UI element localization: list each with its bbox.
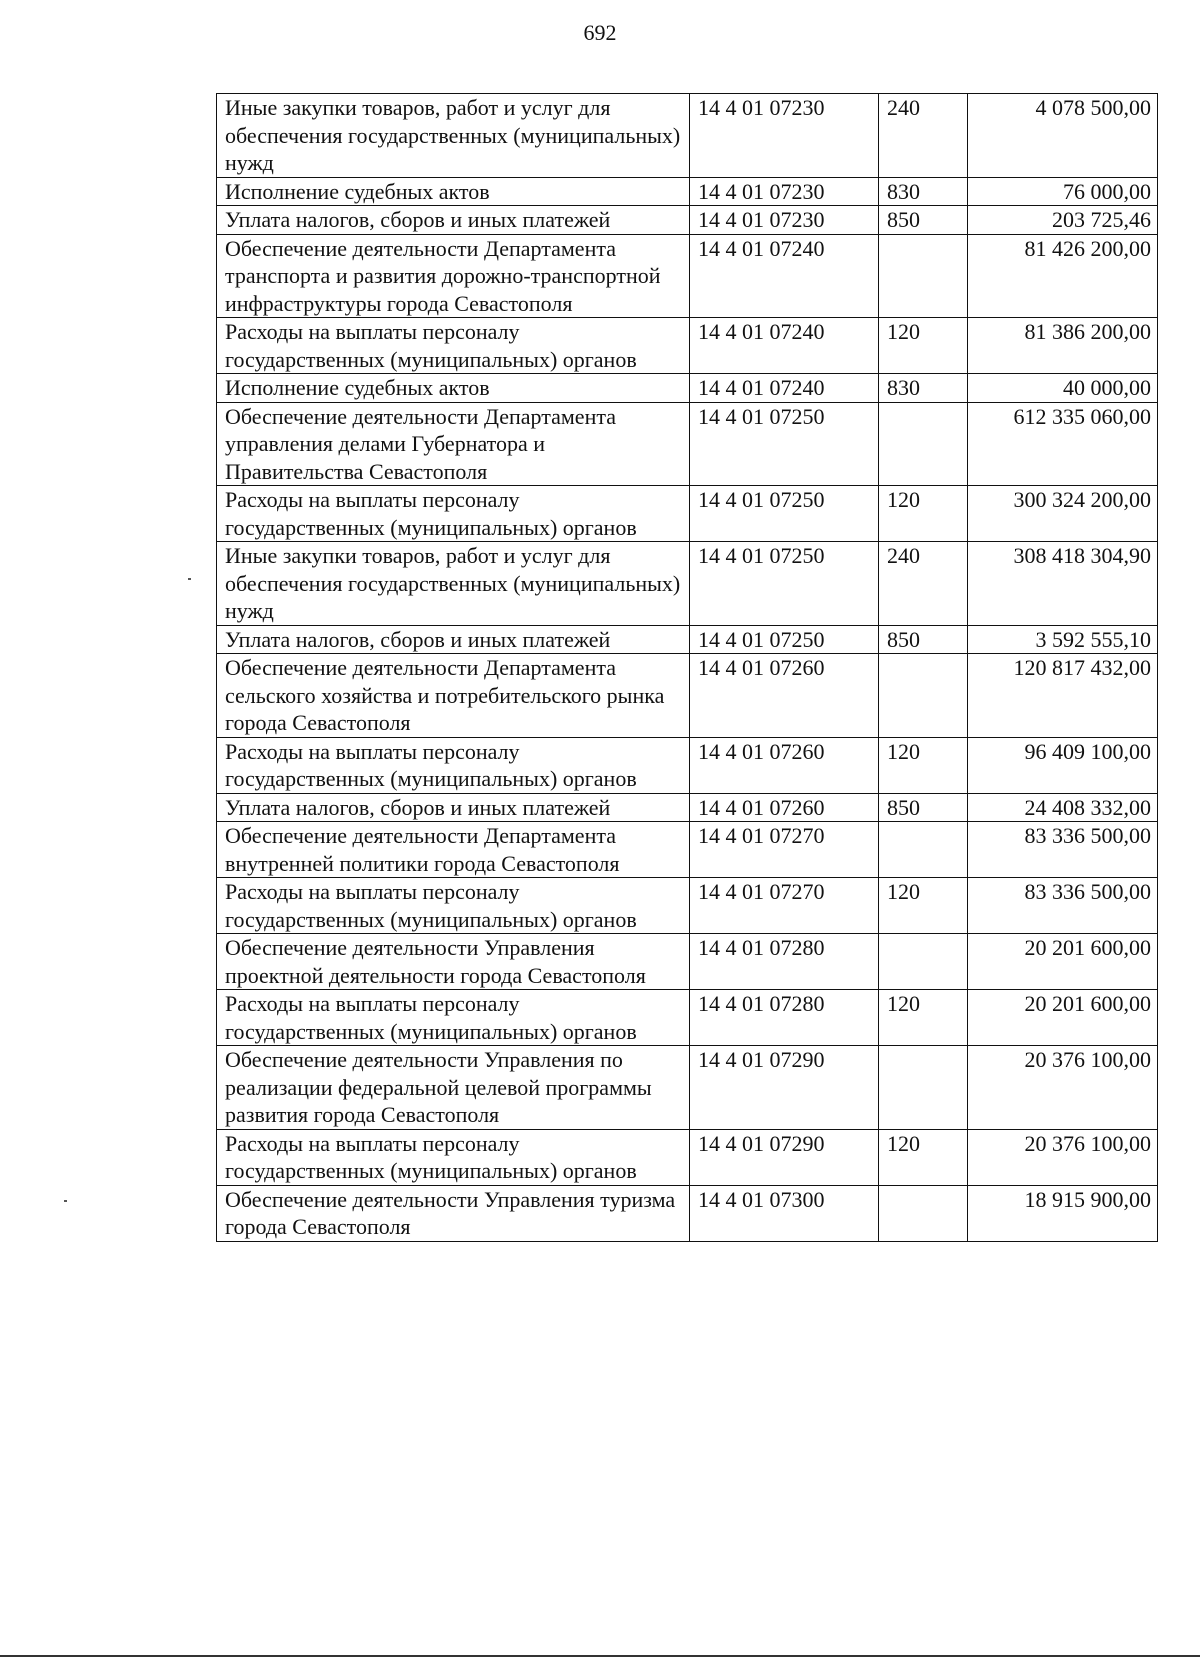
row-sum: 4 078 500,00: [968, 94, 1158, 178]
row-code: 14 4 01 07270: [690, 878, 879, 934]
row-code: 14 4 01 07250: [690, 402, 879, 486]
row-kind: [879, 1046, 968, 1130]
row-kind: [879, 654, 968, 738]
row-kind: 120: [879, 318, 968, 374]
row-sum: 18 915 900,00: [968, 1185, 1158, 1241]
table-row: [217, 94, 1158, 178]
row-sum: 203 725,46: [968, 206, 1158, 235]
table-row: [217, 1046, 1158, 1130]
row-sum: 96 409 100,00: [968, 737, 1158, 793]
row-code: 14 4 01 07280: [690, 990, 879, 1046]
budget-table-body: [217, 94, 1158, 1242]
table-row: [217, 402, 1158, 486]
row-code: 14 4 01 07230: [690, 206, 879, 235]
table-row: [217, 486, 1158, 542]
row-code: 14 4 01 07240: [690, 234, 879, 318]
page-number: 692: [583, 20, 617, 45]
row-sum: 76 000,00: [968, 177, 1158, 206]
table-row: [217, 990, 1158, 1046]
row-kind: 850: [879, 206, 968, 235]
row-sum: 81 426 200,00: [968, 234, 1158, 318]
row-sum: 308 418 304,90: [968, 542, 1158, 626]
row-kind: [879, 402, 968, 486]
row-name: Расходы на выплаты персоналу государственных (муниципальных) органов: [217, 737, 690, 793]
table-row: [217, 234, 1158, 318]
row-kind: 120: [879, 878, 968, 934]
row-sum: 40 000,00: [968, 374, 1158, 403]
row-name: Расходы на выплаты персоналу государственных (муниципальных) органов: [217, 486, 690, 542]
row-kind: 120: [879, 990, 968, 1046]
scan-edge-line: [0, 1655, 1200, 1657]
row-name: Иные закупки товаров, работ и услуг для обеспечения государственных (муниципальных) нужд: [217, 542, 690, 626]
row-name: Обеспечение деятельности Департамента сельского хозяйства и потребительского рынка города Севастополя: [217, 654, 690, 738]
table-row: [217, 793, 1158, 822]
table-row: [217, 934, 1158, 990]
row-sum: 3 592 555,10: [968, 625, 1158, 654]
row-name: Обеспечение деятельности Департамента внутренней политики города Севастополя: [217, 822, 690, 878]
scan-speck: [64, 1200, 67, 1202]
row-name: Уплата налогов, сборов и иных платежей: [217, 793, 690, 822]
row-sum: 612 335 060,00: [968, 402, 1158, 486]
row-code: 14 4 01 07260: [690, 793, 879, 822]
table-row: [217, 1129, 1158, 1185]
table-row: [217, 878, 1158, 934]
row-kind: 120: [879, 486, 968, 542]
row-code: 14 4 01 07280: [690, 934, 879, 990]
row-name: Обеспечение деятельности Департамента управления делами Губернатора и Правительства Севастополя: [217, 402, 690, 486]
row-name: Обеспечение деятельности Управления проектной деятельности города Севастополя: [217, 934, 690, 990]
table-row: [217, 542, 1158, 626]
table-row: [217, 822, 1158, 878]
row-sum: 300 324 200,00: [968, 486, 1158, 542]
row-code: 14 4 01 07300: [690, 1185, 879, 1241]
row-name: Расходы на выплаты персоналу государственных (муниципальных) органов: [217, 1129, 690, 1185]
row-code: 14 4 01 07260: [690, 737, 879, 793]
row-kind: 240: [879, 542, 968, 626]
row-name: Уплата налогов, сборов и иных платежей: [217, 206, 690, 235]
row-name: Расходы на выплаты персоналу государственных (муниципальных) органов: [217, 878, 690, 934]
row-code: 14 4 01 07290: [690, 1046, 879, 1130]
row-kind: [879, 822, 968, 878]
row-code: 14 4 01 07250: [690, 625, 879, 654]
row-name: Иные закупки товаров, работ и услуг для обеспечения государственных (муниципальных) нужд: [217, 94, 690, 178]
table-row: [217, 737, 1158, 793]
row-name: Расходы на выплаты персоналу государственных (муниципальных) органов: [217, 990, 690, 1046]
table-row: [217, 374, 1158, 403]
row-code: 14 4 01 07250: [690, 542, 879, 626]
row-name: Исполнение судебных актов: [217, 177, 690, 206]
row-name: Обеспечение деятельности Управления туризма города Севастополя: [217, 1185, 690, 1241]
row-sum: 120 817 432,00: [968, 654, 1158, 738]
row-kind: 850: [879, 625, 968, 654]
row-kind: [879, 934, 968, 990]
row-code: 14 4 01 07290: [690, 1129, 879, 1185]
table-row: [217, 625, 1158, 654]
row-kind: 120: [879, 1129, 968, 1185]
row-kind: 830: [879, 374, 968, 403]
row-code: 14 4 01 07230: [690, 177, 879, 206]
row-sum: 20 201 600,00: [968, 934, 1158, 990]
budget-table: [216, 93, 1158, 1242]
table-row: [217, 654, 1158, 738]
table-row: [217, 177, 1158, 206]
row-code: 14 4 01 07260: [690, 654, 879, 738]
row-sum: 20 376 100,00: [968, 1046, 1158, 1130]
row-code: 14 4 01 07240: [690, 318, 879, 374]
row-sum: 83 336 500,00: [968, 878, 1158, 934]
row-code: 14 4 01 07250: [690, 486, 879, 542]
table-row: [217, 206, 1158, 235]
row-sum: 81 386 200,00: [968, 318, 1158, 374]
row-kind: 240: [879, 94, 968, 178]
row-kind: [879, 1185, 968, 1241]
row-name: Расходы на выплаты персоналу государственных (муниципальных) органов: [217, 318, 690, 374]
row-kind: 120: [879, 737, 968, 793]
row-kind: 830: [879, 177, 968, 206]
row-sum: 83 336 500,00: [968, 822, 1158, 878]
row-code: 14 4 01 07240: [690, 374, 879, 403]
row-sum: 20 376 100,00: [968, 1129, 1158, 1185]
row-kind: 850: [879, 793, 968, 822]
row-name: Уплата налогов, сборов и иных платежей: [217, 625, 690, 654]
table-row: [217, 1185, 1158, 1241]
row-code: 14 4 01 07230: [690, 94, 879, 178]
row-sum: 24 408 332,00: [968, 793, 1158, 822]
row-name: Обеспечение деятельности Департамента транспорта и развития дорожно-транспортной инфраструктуры города Севастополя: [217, 234, 690, 318]
scan-speck: [188, 578, 191, 580]
row-name: Обеспечение деятельности Управления по реализации федеральной целевой программы развития города Севастополя: [217, 1046, 690, 1130]
table-row: [217, 318, 1158, 374]
row-sum: 20 201 600,00: [968, 990, 1158, 1046]
row-code: 14 4 01 07270: [690, 822, 879, 878]
row-name: Исполнение судебных актов: [217, 374, 690, 403]
row-kind: [879, 234, 968, 318]
